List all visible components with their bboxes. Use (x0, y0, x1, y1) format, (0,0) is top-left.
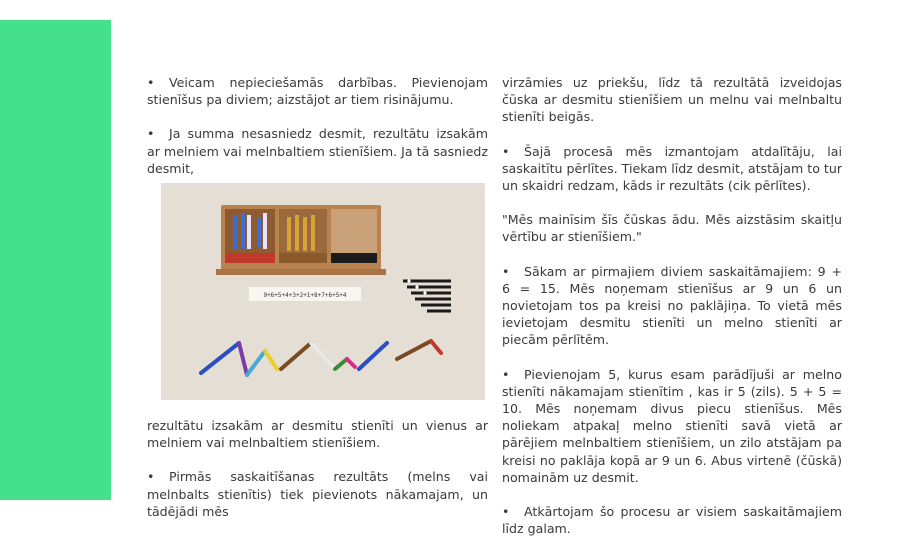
paragraph (502, 503, 842, 537)
bullet-icon: • (502, 143, 510, 159)
bullet-icon: • (502, 366, 510, 382)
paragraph-text: rezultātu izsakām ar desmitu stienīti un vienus ar melniem vai melnbaltiem stienīšiem. (147, 418, 488, 451)
paragraph (147, 74, 488, 108)
paragraph-text: Ja summa nesasniedz desmit, rezultātu izsakām ar melniem vai melnbaltiem stienīšiem. Ja tā sasniedz desmit, (147, 126, 488, 176)
bead-material-illustration (161, 183, 485, 400)
paragraph-text: Pievienojam 5, kurus esam parādījuši ar melno stienīti nākamajam stienītim , kas ir 5 (zils). 5 + 5 = 10. Mēs noņemam divus piecu stienīšus. Mēs noliekam atpakaļ melno stienīti savā vietā ar pārējiem melnbaltiem stienīšiem, un zilo atstājam pa kreisi no paklāja kopā ar 9 un 6. Abus virtenē (čūskā) nomainām uz desmit. (502, 366, 842, 485)
number-card-text: 9+6+5+4+3+2+1+8+7+6+5+4 (263, 292, 347, 300)
bullet-icon: • (502, 263, 510, 279)
bead-material-photo (161, 183, 485, 400)
bullet-icon: • (147, 75, 155, 90)
paragraph (502, 366, 842, 486)
paragraph-text: Sākam ar pirmajiem diviem saskaitāmajiem: 9 + 6 = 15. Mēs noņemam stienīšus ar 9 un 6 un novietojam tos pa kreisi no paklājiņa. To vietā mēs ievietojam desmitu stienīti un melno stienīti ar piecām pērlītēm. (502, 263, 842, 348)
bullet-icon: • (502, 504, 510, 520)
paragraph-text: Šajā procesā mēs izmantojam atdalītāju, lai saskaitītu pērlītes. Tiekam līdz desmit, atstājam to tur un skaidri redzam, kāds ir rezultāts (cik pērlītes). (502, 143, 842, 194)
bullet-icon: • (147, 126, 155, 142)
quote-text: "Mēs mainīsim šīs čūskas ādu. Mēs aizstāsim skaitļu vērtību ar stienīšiem." (502, 212, 842, 245)
bullet-icon: • (147, 469, 155, 485)
left-text-column (147, 74, 488, 537)
paragraph (502, 211, 842, 245)
paragraph-text: Veicam nepieciešamās darbības. Pievienojam stienīšus pa diviem; aizstājot ar tiem risinājumu. (147, 75, 488, 108)
paragraph-text: virzāmies uz priekšu, līdz tā rezultātā izveidojas čūska ar desmitu stienīšiem un melnu vai melnbaltu stienīti beigās. (502, 75, 842, 125)
paragraph (147, 125, 488, 177)
paragraph (502, 74, 842, 126)
paragraph (147, 468, 488, 520)
paragraph (502, 263, 842, 349)
accent-sidebar-bar (0, 20, 111, 500)
paragraph-text: Atkārtojam šo procesu ar visiem saskaitāmajiem līdz galam. (502, 504, 842, 537)
paragraph (147, 417, 488, 451)
right-text-column (502, 74, 842, 554)
paragraph (502, 143, 842, 195)
paragraph-text: Pirmās saskaitīšanas rezultāts (melns vai melnbalts stienītis) tiek pievienots nākamajam, un tādējādi mēs (147, 469, 488, 519)
